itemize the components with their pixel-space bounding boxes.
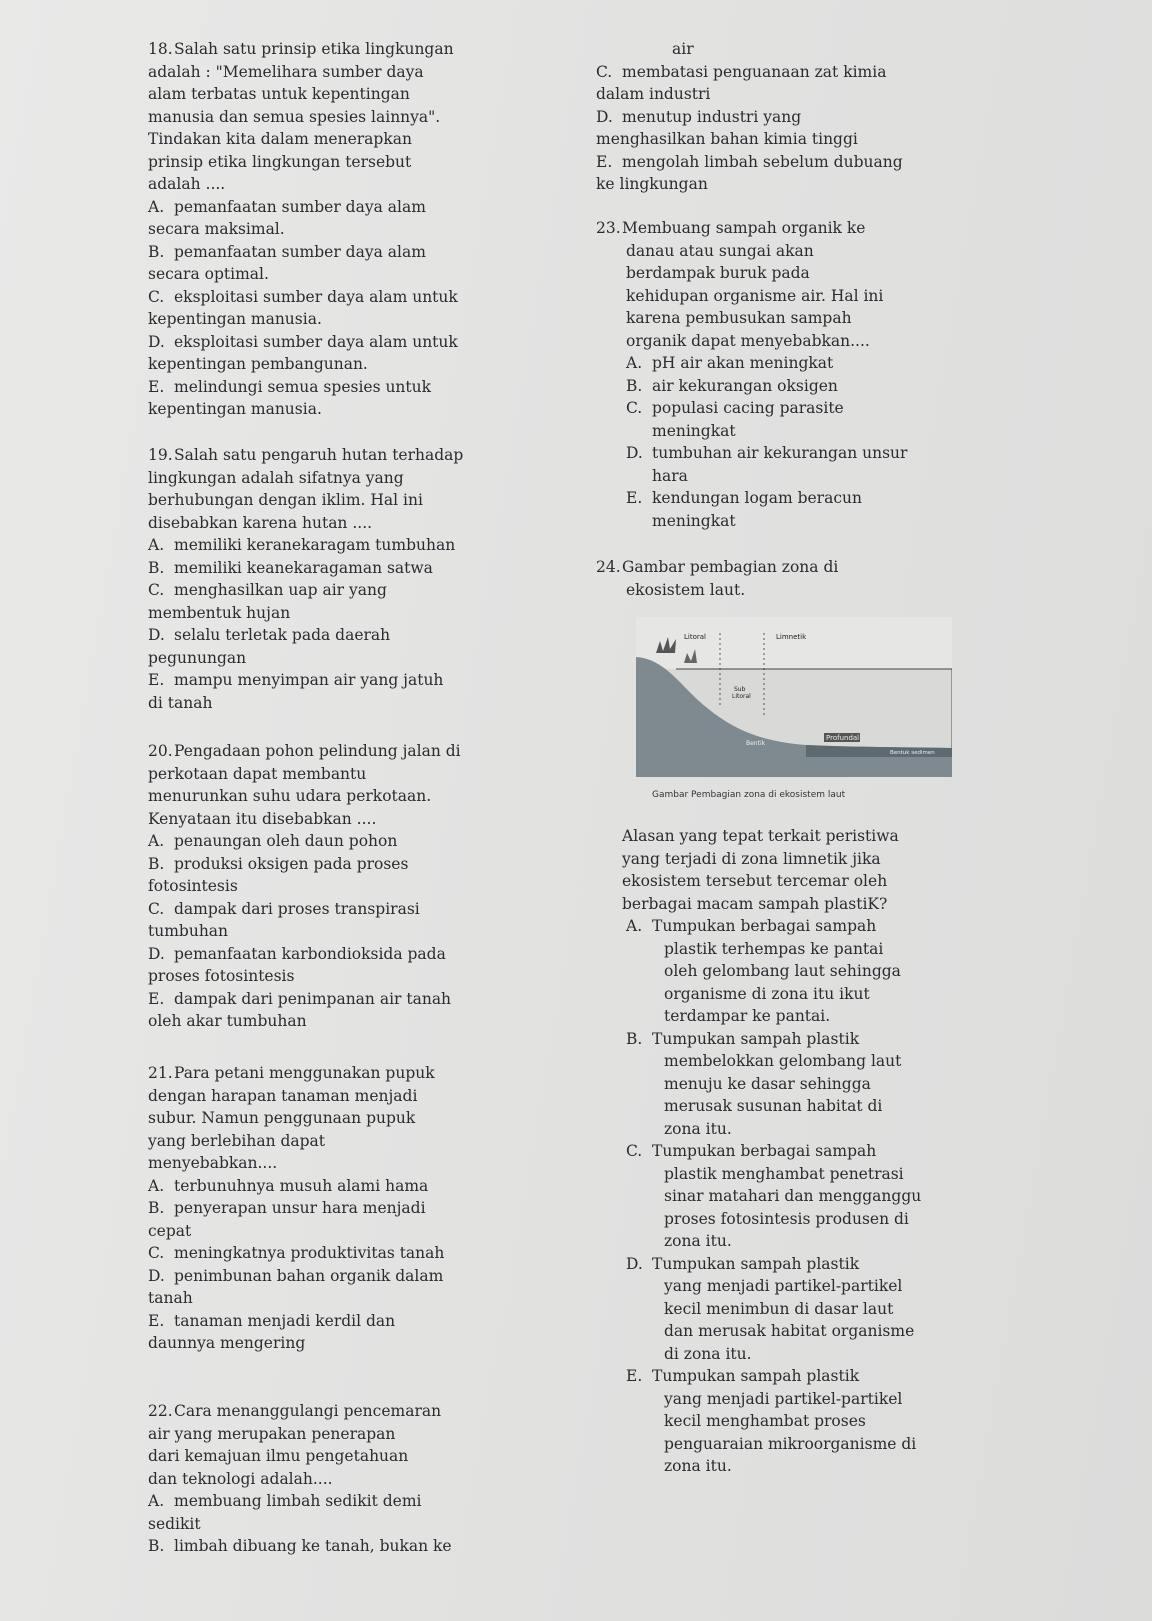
option-a-cont: terdampar ke pantai. <box>664 1007 831 1025</box>
question-stem: organik dapat menyebabkan.... <box>626 331 870 350</box>
question-22-continued <box>596 38 986 196</box>
question-stem: adalah : "Memelihara sumber daya <box>148 62 424 81</box>
option-b[interactable]: B. pemanfaatan sumber daya alam <box>148 242 426 261</box>
option-b-cont: zona itu. <box>664 1119 732 1138</box>
option-a[interactable]: A. Tumpukan berbagai sampah <box>626 917 877 935</box>
option-b-cont: air <box>672 40 694 58</box>
option-b-cont: membelokkan gelombang laut <box>664 1052 902 1070</box>
question-stem: dengan harapan tanaman menjadi <box>148 1086 418 1105</box>
option-a-cont: sedikit <box>148 1514 201 1533</box>
diagram-caption: Gambar Pembagian zona di ekosistem laut <box>652 790 846 800</box>
question-24-text <box>596 825 986 1478</box>
option-c[interactable]: C. meningkatnya produktivitas tanah <box>148 1244 445 1262</box>
option-e-cont: zona itu. <box>664 1457 732 1475</box>
question-stem: yang terjadi di zona limnetik jika <box>622 849 881 868</box>
option-e-cont: ke lingkungan <box>596 175 708 193</box>
option-d[interactable]: D. penimbunan bahan organik dalam <box>148 1266 444 1285</box>
question-number: 22. <box>148 1402 173 1420</box>
option-c-cont: plastik menghambat penetrasi <box>664 1164 904 1183</box>
question-number: 20. <box>148 742 173 760</box>
option-c[interactable]: C. dampak dari proses transpirasi <box>148 899 420 918</box>
label-sublitoral: Litoral <box>732 693 751 700</box>
option-c[interactable]: C. membatasi penguanaan zat kimia <box>596 62 887 81</box>
option-d-cont: tanah <box>148 1289 193 1307</box>
option-e[interactable]: E. tanaman menjadi kerdil dan <box>148 1311 396 1330</box>
option-b-cont: secara optimal. <box>148 265 269 283</box>
question-stem: ekosistem tersebut tercemar oleh <box>622 872 888 890</box>
label-sub: Sub <box>734 686 746 693</box>
label-sediment: Bentuk sedimen <box>890 750 935 756</box>
question-stem: kehidupan organisme air. Hal ini <box>626 286 884 305</box>
option-c[interactable]: C. populasi cacing parasite <box>626 399 844 417</box>
option-e[interactable]: E. dampak dari penimpanan air tanah <box>148 989 452 1008</box>
question-24: 24.Gambar pembagian zona di ekosistem laut. <box>596 556 986 601</box>
option-d-cont: proses fotosintesis <box>148 967 295 985</box>
option-d[interactable]: D. tumbuhan air kekurangan unsur <box>626 444 908 462</box>
option-b[interactable]: B. Tumpukan sampah plastik <box>626 1029 860 1048</box>
option-d-cont: menghasilkan bahan kimia tinggi <box>596 130 858 148</box>
question-20: 20.Pengadaan pohon pelindung jalan di perkotaan dapat membantu menurunkan suhu udara perkotaan. Kenyataan itu disebabkan .... A. penaungan oleh daun pohon B. produksi oksigen pada proses fotosintesis C. dampak dari proses transpirasi tumbuhan D. pemanfaatan karbondioksida pada proses fotosintesis E. dampak dari penimpanan air tanah oleh akar tumbuhan <box>148 740 548 1033</box>
question-22: 22.Cara menanggulangi pencemaran air yang merupakan penerapan dari kemajuan ilmu pengetahuan dan teknologi adalah.... A. membuang limbah sedikit demi sedikit B. limbah dibuang ke tanah, bukan ke <box>148 1400 548 1558</box>
label-litoral: Litoral <box>684 633 706 641</box>
option-c-cont: zona itu. <box>664 1232 732 1250</box>
option-d-cont: dan merusak habitat organisme <box>664 1322 915 1340</box>
question-stem: menyebabkan.... <box>148 1154 278 1172</box>
question-21: 21.Para petani menggunakan pupuk dengan harapan tanaman menjadi subur. Namun penggunaan pupuk yang berlebihan dapat menyebabkan.... A. terbunuhnya musuh alami hama B. penyerapan unsur hara menjadi cepat C. meningkatnya produktivitas tanah D. penimbunan bahan organik dalam tanah E. tanaman menjadi kerdil dan daunnya mengering <box>148 1062 548 1355</box>
question-stem: Kenyataan itu disebabkan .... <box>148 809 377 828</box>
question-stem: alam terbatas untuk kepentingan <box>148 85 410 103</box>
option-d-cont: yang menjadi partikel-partikel <box>664 1277 903 1295</box>
option-a-cont: organisme di zona itu ikut <box>664 984 870 1003</box>
option-b[interactable]: B. memiliki keanekaragaman satwa <box>148 558 433 577</box>
option-c-cont: tumbuhan <box>148 922 229 940</box>
option-c-cont: meningkat <box>652 421 736 440</box>
option-c-cont: membentuk hujan <box>148 603 291 622</box>
option-a[interactable]: A. pH air akan meningkat <box>626 354 834 372</box>
option-b[interactable]: B. limbah dibuang ke tanah, bukan ke <box>148 1537 452 1555</box>
option-d[interactable]: D. Tumpukan sampah plastik <box>626 1254 860 1273</box>
question-stem: dan teknologi adalah.... <box>148 1469 333 1488</box>
option-b[interactable]: B. produksi oksigen pada proses <box>148 854 409 873</box>
option-e-cont: meningkat <box>652 511 736 530</box>
question-23: 23.Membuang sampah organik ke danau atau sungai akan berdampak buruk pada kehidupan organisme air. Hal ini karena pembusukan sampah organik dapat menyebabkan.... A. pH air akan meningkat B. air kekurangan oksigen C. populasi cacing parasite meningkat D. tumbuhan air kekurangan unsur hara E. kendungan logam beracun meningkat <box>596 217 986 532</box>
question-18 <box>148 38 548 421</box>
label-bentik: Bentik <box>746 740 766 747</box>
question-stem: berdampak buruk pada <box>626 264 810 282</box>
option-e-cont: penguaraian mikroorganisme di <box>664 1434 917 1453</box>
option-c-cont: sinar matahari dan mengganggu <box>664 1187 922 1205</box>
question-stem: Tindakan kita dalam menerapkan <box>148 130 412 148</box>
question-stem: perkotaan dapat membantu <box>148 764 367 783</box>
option-e-cont: di tanah <box>148 693 213 712</box>
question-stem: prinsip etika lingkungan tersebut <box>148 152 412 171</box>
question-19: 19.Salah satu pengaruh hutan terhadap lingkungan adalah sifatnya yang berhubungan dengan iklim. Hal ini disebabkan karena hutan .... A. memiliki keranekaragam tumbuhan B. memiliki keanekaragaman satwa C. menghasilkan uap air yang membentuk hujan D. selalu terletak pada daerah pegunungan E. mampu menyimpan air yang jatuh di tanah <box>148 444 548 714</box>
option-c-cont: dalam industri <box>596 85 711 103</box>
question-number: 18. <box>148 40 173 58</box>
option-e[interactable]: E. kendungan logam beracun <box>626 489 862 507</box>
option-b-cont: menuju ke dasar sehingga <box>664 1074 871 1093</box>
option-b-cont: fotosintesis <box>148 877 238 895</box>
question-stem: lingkungan adalah sifatnya yang <box>148 468 404 487</box>
option-e-cont: daunnya mengering <box>148 1334 306 1352</box>
option-a[interactable]: A. pemanfaatan sumber daya alam <box>148 197 426 216</box>
option-e[interactable]: E. mengolah limbah sebelum dubuang <box>596 152 903 171</box>
question-stem: danau atau sungai akan <box>626 241 814 260</box>
question-stem: ekosistem laut. <box>626 580 746 599</box>
option-e-cont: kecil menghambat proses <box>664 1412 866 1430</box>
question-stem: air yang merupakan penerapan <box>148 1424 396 1443</box>
question-stem: menurunkan suhu udara perkotaan. <box>148 787 432 805</box>
sea-zone-diagram <box>636 617 952 777</box>
question-number: 19. <box>148 446 173 464</box>
option-a[interactable]: A. memiliki keranekaragam tumbuhan <box>148 536 456 554</box>
question-stem: yang berlebihan dapat <box>148 1131 326 1150</box>
option-a-cont: oleh gelombang laut sehingga <box>664 962 901 980</box>
question-stem: Alasan yang tepat terkait peristiwa <box>622 827 899 845</box>
option-c[interactable]: C. Tumpukan berbagai sampah <box>626 1142 877 1160</box>
question-number: 23. <box>596 219 621 237</box>
option-a[interactable]: A. membuang limbah sedikit demi <box>148 1492 422 1510</box>
label-limnetik: Limnetik <box>776 633 807 641</box>
question-stem: berbagai macam sampah plastiK? <box>622 894 888 913</box>
option-d-cont: di zona itu. <box>664 1344 752 1363</box>
option-d-cont: kepentingan pembangunan. <box>148 355 368 373</box>
option-a[interactable]: A. terbunuhnya musuh alami hama <box>148 1176 429 1195</box>
option-b-cont: cepat <box>148 1221 192 1240</box>
option-a[interactable]: A. penaungan oleh daun pohon <box>148 832 398 850</box>
question-stem: Salah satu prinsip etika lingkungan <box>174 40 454 58</box>
option-e-cont: kepentingan manusia. <box>148 400 322 418</box>
option-d[interactable]: D. menutup industri yang <box>596 107 802 126</box>
option-c-cont: proses fotosintesis produsen di <box>664 1209 909 1228</box>
option-e[interactable]: E. mampu menyimpan air yang jatuh <box>148 671 444 689</box>
option-c[interactable]: C. eksploitasi sumber daya alam untuk <box>148 287 458 306</box>
option-e[interactable]: E. melindungi semua spesies untuk <box>148 377 432 396</box>
option-d[interactable]: D. selalu terletak pada daerah <box>148 626 391 644</box>
question-stem: manusia dan semua spesies lainnya". <box>148 107 441 126</box>
question-stem: disebabkan karena hutan .... <box>148 513 373 532</box>
option-d[interactable]: D. eksploitasi sumber daya alam untuk <box>148 332 458 351</box>
option-d[interactable]: D. pemanfaatan karbondioksida pada <box>148 944 446 963</box>
sky-area <box>636 617 952 669</box>
option-e-cont: yang menjadi partikel-partikel <box>664 1389 903 1408</box>
question-stem: subur. Namun penggunaan pupuk <box>148 1109 416 1127</box>
option-b[interactable]: B. air kekurangan oksigen <box>626 376 838 395</box>
option-b[interactable]: B. penyerapan unsur hara menjadi <box>148 1199 426 1217</box>
option-c-cont: kepentingan manusia. <box>148 310 322 328</box>
option-e-cont: oleh akar tumbuhan <box>148 1012 307 1030</box>
question-number: 21. <box>148 1064 173 1082</box>
option-d-cont: hara <box>652 466 688 485</box>
question-stem: karena pembusukan sampah <box>626 309 852 327</box>
option-d-cont: pegunungan <box>148 648 247 667</box>
label-profundal: Profundal <box>826 734 860 742</box>
option-c[interactable]: C. menghasilkan uap air yang <box>148 581 387 599</box>
question-stem: berhubungan dengan iklim. Hal ini <box>148 491 423 509</box>
question-stem: adalah .... <box>148 175 226 193</box>
option-a-cont: secara maksimal. <box>148 220 285 238</box>
question-number: 24. <box>596 558 621 576</box>
option-b-cont: merusak susunan habitat di <box>664 1097 883 1115</box>
option-e[interactable]: E. Tumpukan sampah plastik <box>626 1367 860 1385</box>
option-d-cont: kecil menimbun di dasar laut <box>664 1299 894 1318</box>
question-stem: dari kemajuan ilmu pengetahuan <box>148 1447 409 1465</box>
option-a-cont: plastik terhempas ke pantai <box>664 939 884 958</box>
